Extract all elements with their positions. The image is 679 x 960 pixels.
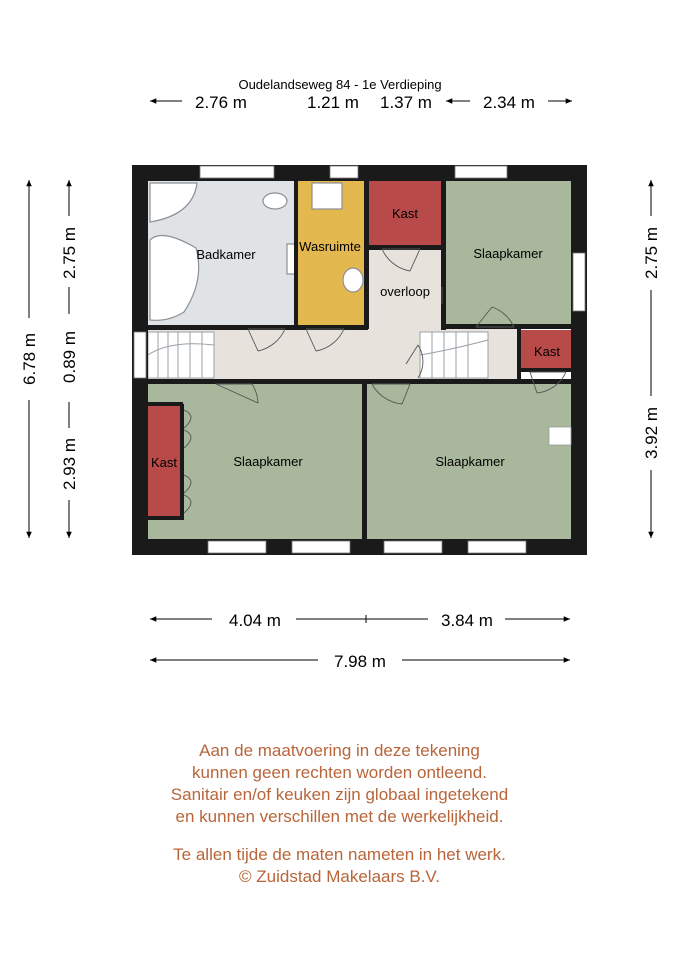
dim-left-1: 2.75 m bbox=[60, 227, 79, 279]
top-dimension-line bbox=[150, 93, 572, 112]
dim-bottom-2: 3.84 m bbox=[441, 611, 493, 630]
disclaimer-spacer bbox=[0, 828, 679, 844]
total-width-dimension bbox=[150, 652, 570, 671]
dim-total-width: 7.98 m bbox=[334, 652, 386, 671]
copyright-line: © Zuidstad Makelaars B.V. bbox=[239, 867, 440, 886]
dim-top-3: 1.37 m bbox=[380, 93, 432, 112]
disclaimer-line: Te allen tijde de maten nameten in het werk. bbox=[173, 845, 506, 864]
dim-right-1: 2.75 m bbox=[642, 227, 661, 279]
plan-title: Oudelandseweg 84 - 1e Verdieping bbox=[238, 77, 442, 92]
dim-top-1: 2.76 m bbox=[195, 93, 247, 112]
right-dimensions bbox=[642, 180, 661, 538]
label-slaapkamer-se: Slaapkamer bbox=[435, 454, 505, 469]
label-kast-top: Kast bbox=[391, 206, 419, 221]
label-wasruimte: Wasruimte bbox=[299, 239, 361, 254]
dim-left-2: 0.89 m bbox=[60, 331, 79, 383]
dim-bottom-1: 4.04 m bbox=[229, 611, 281, 630]
stairs-right bbox=[420, 332, 488, 378]
disclaimer-line: Aan de maatvoering in deze tekening bbox=[199, 741, 480, 760]
left-total-dimension bbox=[20, 180, 39, 538]
dim-top-4: 2.34 m bbox=[483, 93, 535, 112]
stairs-left bbox=[148, 332, 214, 378]
disclaimer-line: kunnen geen rechten worden ontleend. bbox=[192, 763, 487, 782]
label-badkamer: Badkamer bbox=[196, 247, 256, 262]
label-kast-left: Kast bbox=[150, 455, 178, 470]
bottom-dimension-line bbox=[150, 611, 570, 630]
disclaimer-line: en kunnen verschillen met de werkelijkheid. bbox=[175, 807, 504, 826]
left-dimensions bbox=[60, 180, 79, 538]
label-slaapkamer-ne: Slaapkamer bbox=[473, 246, 543, 261]
radiator bbox=[549, 427, 571, 445]
disclaimer bbox=[0, 740, 679, 888]
dim-top-2: 1.21 m bbox=[307, 93, 359, 112]
label-slaapkamer-sw: Slaapkamer bbox=[233, 454, 303, 469]
dim-left-3: 2.93 m bbox=[60, 438, 79, 490]
disclaimer-line: Sanitair en/of keuken zijn globaal ingetekend bbox=[170, 785, 509, 804]
label-overloop: overloop bbox=[380, 284, 430, 299]
label-kast-right: Kast bbox=[533, 344, 561, 359]
dim-right-2: 3.92 m bbox=[642, 407, 661, 459]
dim-left-total: 6.78 m bbox=[20, 333, 39, 385]
